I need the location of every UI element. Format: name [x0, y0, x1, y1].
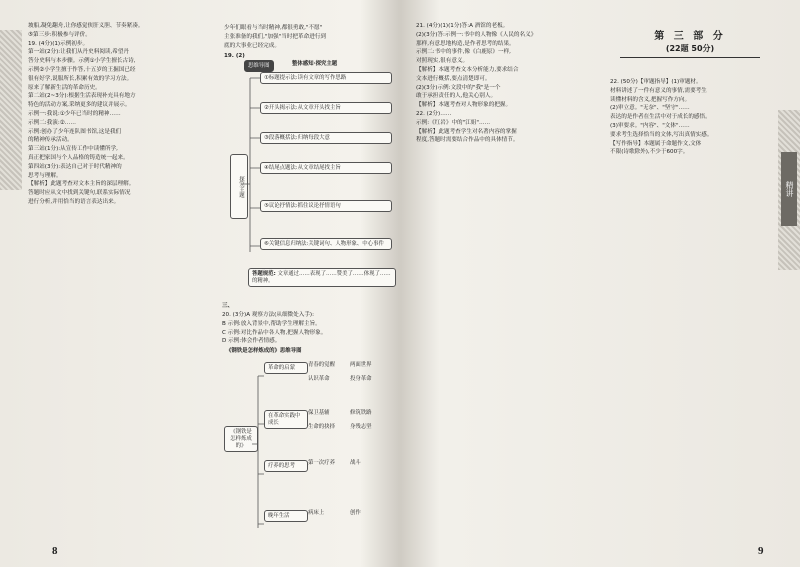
right-col1-line: 示例:《红岩》中的"江姐"……: [416, 119, 491, 126]
mind-map-item: ③段落概括法:归纳每段大意: [260, 132, 392, 144]
left-col1-line: 【解析】此题考查对文本主旨的深层理解。: [28, 181, 135, 188]
right-col2-line: (3)审要求。"内容"、"文体"……: [610, 122, 690, 129]
left-col2-line: 底的大事业已经完成。: [224, 42, 280, 49]
left-col1-line: 示例:创办了少年连队图书馆,这是我们: [28, 128, 122, 135]
right-col2-line: 读懂材料的含义,把握写作方向。: [610, 96, 691, 103]
left-col1-line: 第四站(3分):表达自己对于时代精神的: [28, 163, 122, 170]
mind-map-head: 整体感知·探究主题: [292, 61, 338, 67]
right-col1-line: 22. (2分)……: [416, 110, 452, 117]
mind-map-step: 保卫基辅: [308, 410, 330, 416]
left-col1-line: 第二站(2~3分):根据生活表现补充具有地方: [28, 93, 136, 100]
mind-map-step: 青春的觉醒: [308, 362, 335, 368]
mind-map-step: 战斗: [350, 460, 361, 466]
right-col1-line: 那样,有意思地构造,是作者思考的结果。: [416, 40, 515, 47]
q20-line: C 示例:对比作品中各人物,把握人物形象。: [222, 329, 327, 336]
right-page: [402, 0, 800, 567]
mind-map-step: 病床上: [308, 510, 325, 516]
right-col1-line: 文本进行概括,要点清楚即可。: [416, 75, 491, 82]
q20-line: 20. (3分)A 观察方法(从细微处入手):: [222, 312, 314, 318]
right-col1-line: 示例二:书中的事件,像《白鹿原》一样,: [416, 49, 511, 56]
answer-format-box: [248, 268, 396, 287]
right-col1-line: (2)(3分)答:示例一:书中的人物像《人民的名义》: [416, 31, 537, 38]
mind-map-badge: 思维导图: [244, 60, 274, 72]
section-divider: [620, 57, 760, 58]
right-col1-line: 对照现实,很有意义。: [416, 58, 469, 65]
edge-pattern-left: [0, 30, 22, 190]
answer-format-label: 答题规范:: [252, 270, 276, 277]
mind-map-item: ①标题提示法:读有文章的写作思路: [260, 72, 392, 84]
left-col1-line: 第三站(1分):从宣传工作中读懂所学,: [28, 146, 118, 153]
left-col1-line: 坡船,凝免翻舟,让你感觉侠肝义胆、节奏紧凑。: [28, 23, 144, 29]
mind-map-steel: [224, 348, 394, 548]
mind-map-steel-title: 《钢铁是怎样炼成的》思维导图: [226, 348, 302, 354]
mind-map-step: 两面世界: [350, 362, 372, 368]
left-col1-line: 答分史料与本步骤。示例①小学生擅长古诗,: [28, 58, 136, 65]
right-col1-line: 程度,答题时需要结合作品中的具体情节。: [416, 137, 519, 144]
right-col1-line: (2)(3分)示例:文段中的"我"是一个: [416, 84, 501, 91]
section-header: [610, 30, 770, 62]
left-col1-line: 特色的活动方案,采纳更多的建议并展示。: [28, 102, 131, 109]
section-3-label: 三、: [222, 303, 234, 309]
right-col1-line: 【解析】此题考查学生对名著内容的掌握: [416, 128, 517, 135]
mind-map-group: 晚年生活: [264, 510, 308, 522]
mind-map-step: 修筑铁路: [350, 410, 372, 416]
right-col2-line: 不限(诗歌除外),不少于600字。: [610, 149, 689, 156]
mind-map-item: ②开头揭示法:从文章开头找主旨: [260, 102, 392, 114]
left-col1-line: 示例②小学生擅于作答,十五岁的王掘国已经: [28, 66, 136, 73]
mind-map-steel-center: 《钢铁是怎样炼成的》: [224, 426, 258, 452]
section-tab: 精讲: [781, 152, 797, 226]
left-col1-line: 答题时应从文中找到关键句,联系实际情况: [28, 190, 131, 197]
q20-line: D 示例:体会作者情感。: [222, 338, 281, 345]
mind-map-item: ④结尾点题法:从文章结尾找主旨: [260, 162, 392, 174]
left-col1-line: 的精神传承活动。: [28, 137, 73, 144]
right-col2-line: 22. (50分)【审题指导】(1)审题材。: [610, 79, 702, 85]
left-col1-line: 示例二:我演:②……: [28, 119, 76, 126]
mind-map-step: 第一次疗养: [308, 460, 335, 466]
left-column-2-intro: [224, 24, 392, 50]
left-col1-line: 真正把家国与个人品格的铸造统一起来。: [28, 154, 129, 161]
mind-map-step: 生命的抉择: [308, 424, 335, 430]
left-col1-line: 原来了解新生活的革命历史。: [28, 84, 101, 91]
left-col1-line: 19. (4分)(1)示例初步。: [28, 40, 89, 47]
page-number-left: 8: [52, 544, 58, 557]
left-col1-line: 第一站(2分):让我们从丹史料阅读,希望丹: [28, 49, 130, 56]
mind-map-center: 探究主题: [230, 154, 248, 219]
mind-map-group: 革命的启蒙: [264, 362, 308, 374]
left-page: [0, 0, 398, 567]
section-title: 第 三 部 分: [654, 31, 726, 42]
right-col2-line: 材料讲述了一件有意义的事情,需要考生: [610, 87, 707, 94]
section-subtitle: (22题 50分): [665, 44, 715, 53]
mind-map-item: ⑤议论抒情法:抓住议论抒情语句: [260, 200, 392, 212]
q20-line: B 示例:放入背景中,帮助学生理解主旨。: [222, 320, 321, 327]
mind-map-connectors: [228, 56, 394, 298]
right-col2-line: 要求考生选择恰当的文体,写出真情实感。: [610, 131, 713, 138]
mind-map-step: 认识革命: [308, 376, 330, 382]
right-col1-line: 【解析】本题考查文本分析能力,要求结合: [416, 66, 519, 73]
right-column-2: [610, 78, 770, 157]
left-col1-line: 进行分析,并用恰当的语言表达出来。: [28, 198, 120, 205]
left-col2-line: 主张准备的我们,"加强"当时把革命进行到: [224, 33, 327, 40]
left-col1-line: 思考与理解。: [28, 172, 62, 179]
mind-map-group: 疗养的思考: [264, 460, 308, 472]
left-col1-line: 示例一:我说:①少年已当时的精神……: [28, 110, 121, 117]
left-column-1: [28, 22, 206, 207]
left-col2-line: 少年们眼看与当时精神,都很勇敢,"不愿": [224, 25, 323, 31]
page-number-right: 9: [758, 544, 764, 557]
left-col1-line: ⑤第三步:积极参与评价。: [28, 31, 91, 38]
right-col2-line: 【写作指导】本题属于命题作文,文体: [610, 140, 702, 147]
right-column-1: [416, 22, 596, 145]
mind-map-step: 投身革命: [350, 376, 372, 382]
right-col1-line: 21. (4分)(1)(1分)答:A 酒馆的老板。: [416, 23, 509, 29]
right-col2-line: (2)审立意。"无奈"、"坚守"……: [610, 105, 690, 112]
mind-map-item: ⑥关键信息归纳法:关键词句、人物形象、中心事件: [260, 238, 392, 250]
section-19-2: 19. (2): [224, 53, 245, 59]
left-col1-line: 很有好学,说服所长,积累有效的学习方法。: [28, 75, 133, 82]
mind-map-step: 创作: [350, 510, 361, 516]
answer-format-text: 文章通过……表现了……赞美了……体现了……的精神。: [252, 270, 391, 284]
mind-map-step: 身残志坚: [350, 424, 372, 430]
mind-map-group: 在革命实践中成长: [264, 410, 308, 429]
mind-map-explore-theme: [228, 56, 394, 298]
right-col1-line: 敢于承担责任的人,他关心别人。: [416, 93, 497, 100]
question-20: [222, 311, 392, 346]
right-col2-line: 表达的是作者在生活中对于成长的感悟。: [610, 114, 711, 121]
right-col1-line: 【解析】本题考查对人物形象的把握。: [416, 102, 512, 109]
